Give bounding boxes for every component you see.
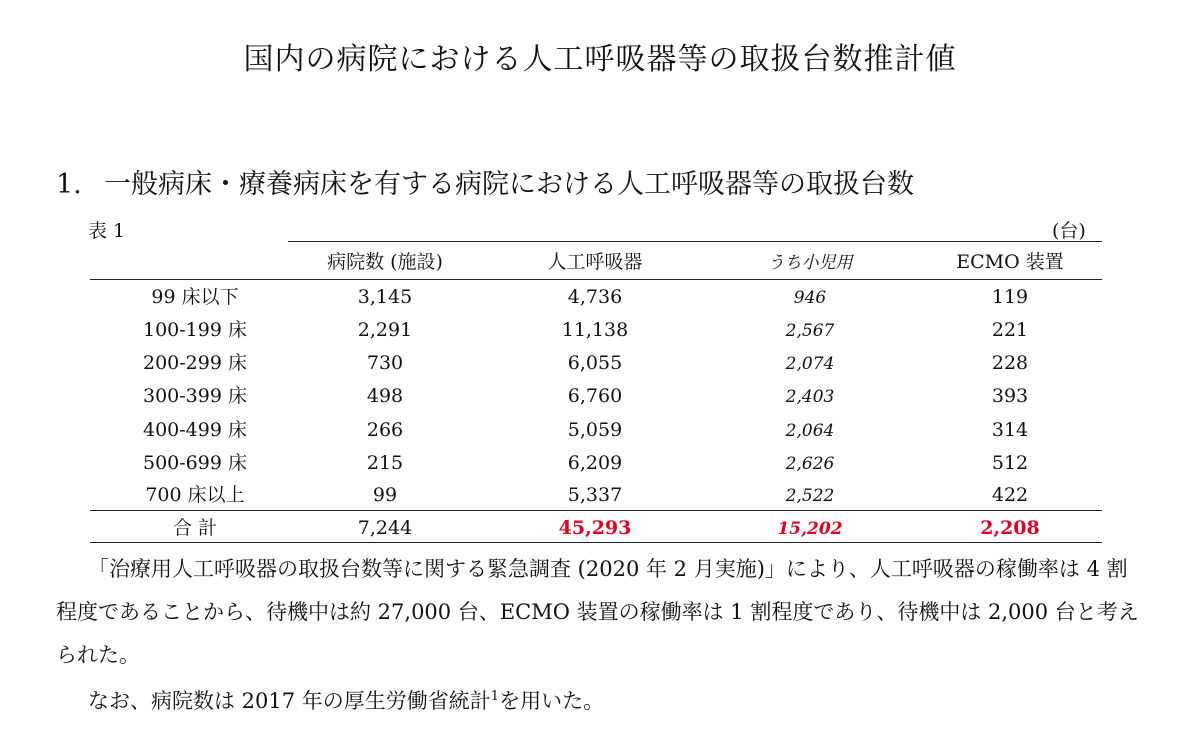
cell-pediatric: 946 xyxy=(793,288,827,308)
total-label: 合 計 xyxy=(172,517,218,539)
table-total-rule xyxy=(90,510,1102,511)
note-text: なお、病院数は 2017 年の厚生労働省統計 xyxy=(88,689,491,713)
document-title: 国内の病院における人工呼吸器等の取扱台数推計値 xyxy=(243,42,957,77)
body-paragraph-survey: 「治療用人工呼吸器の取扱台数等に関する緊急調査 (2020 年 2 月実施)」により、人工呼吸器の稼働率は 4 割程度であることから、待機中は約 27,000 台、ECMO 装置の稼働率は 1 割程度であり、待機中は 2,000 台と考えられた。 xyxy=(56,557,1139,667)
cell-ventilators: 4,736 xyxy=(567,286,623,308)
cell-pediatric: 2,403 xyxy=(785,387,835,407)
cell-pediatric: 2,074 xyxy=(785,354,835,374)
total-ecmo: 2,208 xyxy=(980,517,1040,539)
cell-ventilators: 6,055 xyxy=(567,352,623,374)
cell-hospitals: 3,145 xyxy=(357,286,413,308)
table-label: 表 1 xyxy=(88,220,126,242)
row-label: 400-499 床 xyxy=(143,419,247,441)
cell-hospitals: 266 xyxy=(366,419,404,441)
cell-hospitals: 215 xyxy=(366,452,404,474)
column-header-hospitals: 病院数 (施設) xyxy=(327,251,443,273)
cell-ecmo: 314 xyxy=(991,419,1029,441)
cell-ecmo: 221 xyxy=(991,319,1029,341)
row-label: 100-199 床 xyxy=(143,319,247,341)
column-header-ecmo: ECMO 装置 xyxy=(956,251,1064,273)
row-label: 200-299 床 xyxy=(143,352,247,374)
table-bottom-rule xyxy=(90,542,1102,543)
cell-ventilators: 6,209 xyxy=(567,452,623,474)
section-heading-text: 一般病床・療養病床を有する病院における人工呼吸器等の取扱台数 xyxy=(104,169,914,200)
row-label: 500-699 床 xyxy=(143,452,247,474)
total-hospitals: 7,244 xyxy=(357,517,413,539)
cell-hospitals: 730 xyxy=(366,352,404,374)
cell-hospitals: 498 xyxy=(366,385,404,407)
section-heading xyxy=(56,162,914,201)
cell-ecmo: 228 xyxy=(991,352,1029,374)
column-header-ventilators: 人工呼吸器 xyxy=(547,251,643,273)
cell-hospitals: 2,291 xyxy=(357,319,413,341)
cell-ventilators: 5,337 xyxy=(567,484,623,506)
cell-hospitals: 99 xyxy=(372,484,398,506)
cell-ventilators: 11,138 xyxy=(561,319,629,341)
row-label: 300-399 床 xyxy=(143,385,247,407)
cell-ecmo: 393 xyxy=(991,385,1029,407)
cell-pediatric: 2,567 xyxy=(785,321,835,341)
cell-ventilators: 5,059 xyxy=(567,419,623,441)
cell-pediatric: 2,626 xyxy=(785,454,835,474)
table-header-rule xyxy=(90,279,1102,280)
cell-ecmo: 512 xyxy=(991,452,1029,474)
cell-ecmo: 119 xyxy=(991,286,1029,308)
table-top-rule xyxy=(288,241,1102,242)
body-paragraph-note xyxy=(56,680,1146,723)
footnote-marker[interactable]: 1 xyxy=(490,689,500,704)
cell-pediatric: 2,522 xyxy=(785,486,835,506)
total-ventilators: 45,293 xyxy=(558,517,632,539)
cell-ecmo: 422 xyxy=(991,484,1029,506)
table-unit: (台) xyxy=(1052,220,1086,242)
cell-ventilators: 6,760 xyxy=(567,385,623,407)
row-label: 99 床以下 xyxy=(151,286,239,308)
total-pediatric: 15,202 xyxy=(777,519,843,539)
column-header-pediatric: うち小児用 xyxy=(767,253,853,273)
cell-pediatric: 2,064 xyxy=(785,421,835,441)
row-label: 700 床以上 xyxy=(145,484,245,506)
note-text-end: を用いた。 xyxy=(499,689,605,713)
section-number: 1. xyxy=(56,169,82,200)
